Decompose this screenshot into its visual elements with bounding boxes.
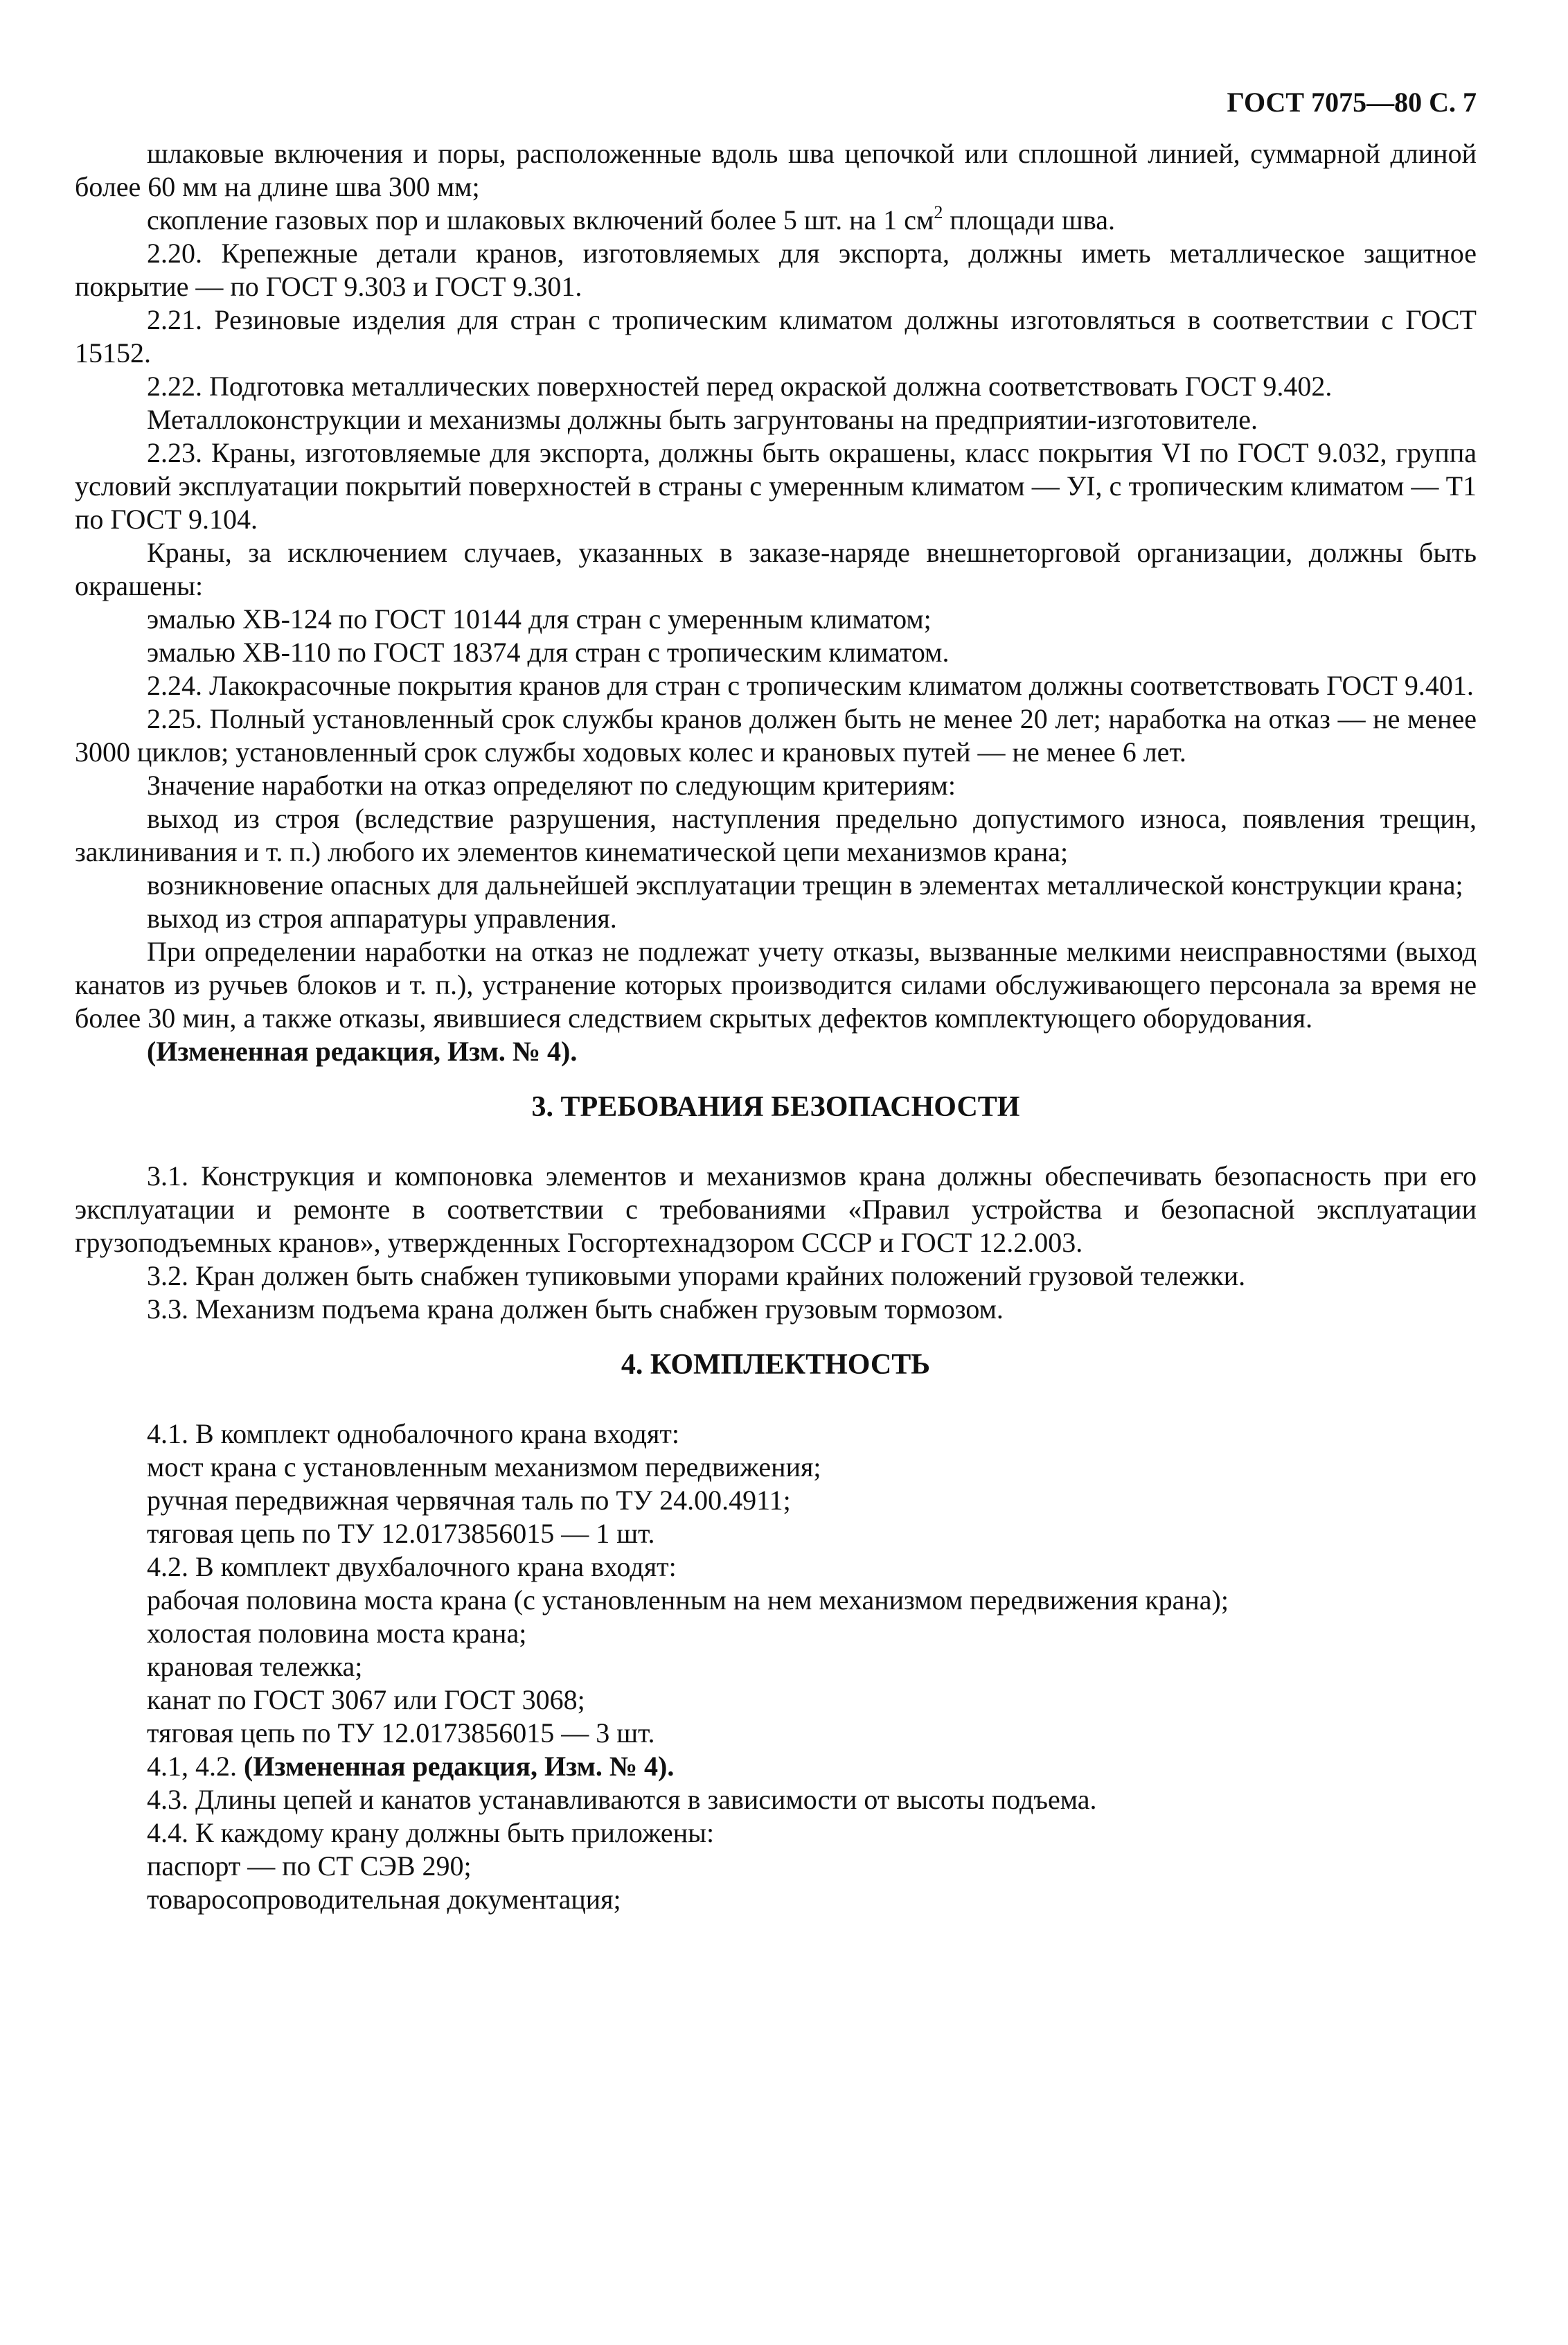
section-2-continuation [75,137,1477,1068]
amendment-ref: 4.1, 4.2. [147,1751,244,1782]
list-line: рабочая половина моста крана (с установленным на нем механизмом передвижения крана); [147,1584,1229,1616]
paragraph: 2.24. Лакокрасочные покрытия кранов для стран с тропическим климатом должны соответствовать ГОСТ 9.401. [147,670,1474,701]
list-line: товаросопроводительная документация; [147,1884,621,1915]
paragraph: эмалью ХВ-124 по ГОСТ 10144 для стран с умеренным климатом; [147,603,932,635]
paragraph: эмалью ХВ-110 по ГОСТ 18374 для стран с тропическим климатом. [147,637,950,668]
paragraph: выход из строя (вследствие разрушения, наступления предельно допустимого износа, появления трещин, заклинивания и т. п.) любого их элементов кинематической цепи механизмов крана; [75,803,1477,867]
paragraph: 2.25. Полный установленный срок службы кранов должен быть не менее 20 лет; наработка на отказ — не менее 3000 циклов; установленный срок службы ходовых колес и крановых путей — не менее 6 лет. [75,703,1477,768]
paragraph: Краны, за исключением случаев, указанных в заказе-наряде внешнеторговой организации, должны быть окрашены: [75,537,1477,601]
paragraph: 2.22. Подготовка металлических поверхностей перед окраской должна соответствовать ГОСТ 9.402. [147,371,1333,402]
paragraph: шлаковые включения и поры, расположенные вдоль шва цепочкой или сплошной линией, суммарной длиной более 60 мм на длине шва 300 мм; [75,138,1477,202]
list-line: ручная передвижная червячная таль по ТУ 24.00.4911; [147,1485,791,1516]
paragraph: 2.23. Краны, изготовляемые для экспорта, должны быть окрашены, класс покрытия VI по ГОСТ 9.032, группа условий эксплуатации покрытий поверхностей в страны с умеренным климатом — УI, с тропическим климатом — Т1 по ГОСТ 9.104. [75,437,1477,535]
amendment-note [75,1035,1477,1068]
list-line: мост крана с установленным механизмом передвижения; [147,1451,821,1483]
paragraph: 3.2. Кран должен быть снабжен тупиковыми упорами крайних положений грузовой тележки. [147,1260,1246,1291]
list-line: тяговая цепь по ТУ 12.0173856015 — 3 шт. [147,1717,655,1749]
list-line: 4.2. В комплект двухбалочного крана входят: [147,1551,677,1582]
list-line: холостая половина моста крана; [147,1618,527,1649]
page-header: ГОСТ 7075—80 С. 7 [1227,87,1477,118]
list-line: канат по ГОСТ 3067 или ГОСТ 3068; [147,1684,585,1715]
section-4-title: 4. КОМПЛЕКТНОСТЬ [621,1349,931,1381]
paragraph-text: площади шва. [943,204,1115,236]
superscript: 2 [934,202,943,222]
list-line: тяговая цепь по ТУ 12.0173856015 — 1 шт. [147,1518,655,1549]
list-line: 4.3. Длины цепей и канатов устанавливаются в зависимости от высоты подъема. [147,1784,1097,1815]
amendment-note-text: (Измененная редакция, Изм. № 4). [244,1751,675,1782]
list-line: паспорт — по СТ СЭВ 290; [147,1850,472,1882]
paragraph [75,204,1477,237]
list-line: крановая тележка; [147,1651,363,1682]
paragraph: Металлоконструкции и механизмы должны быть загрунтованы на предприятии-изготовителе. [147,404,1258,435]
amendment-note-text: (Измененная редакция, Изм. № 4). [147,1036,578,1067]
amendment-note [75,1750,1477,1783]
list-line: 4.1. В комплект однобалочного крана входят: [147,1418,679,1449]
paragraph-text: скопление газовых пор и шлаковых включений более 5 шт. на 1 см [147,204,934,236]
paragraph: 3.3. Механизм подъема крана должен быть снабжен грузовым тормозом. [147,1293,1004,1325]
paragraph: выход из строя аппаратуры управления. [147,903,617,934]
paragraph: возникновение опасных для дальнейшей эксплуатации трещин в элементах металлической конструкции крана; [147,869,1463,901]
paragraph: При определении наработки на отказ не подлежат учету отказы, вызванные мелкими неисправностями (выход канатов из ручьев блоков и т. п.), устранение которых производится силами обслуживающего персонала за время не более 30 мин, а также отказы, явившиеся следствием скрытых дефектов комплектующего оборудования. [75,936,1477,1034]
section-4-body [75,1417,1477,1916]
paragraph: 2.21. Резиновые изделия для стран с тропическим климатом должны изготовляться в соответствии с ГОСТ 15152. [75,304,1477,369]
paragraph: 2.20. Крепежные детали кранов, изготовляемых для экспорта, должны иметь металлическое защитное покрытие — по ГОСТ 9.303 и ГОСТ 9.301. [75,238,1477,302]
document-page [75,83,1477,1916]
list-line: 4.4. К каждому крану должны быть приложены: [147,1817,715,1848]
section-3-body [75,1160,1477,1326]
paragraph: 3.1. Конструкция и компоновка элементов и механизмов крана должны обеспечивать безопасность при его эксплуатации и ремонте в соответствии с требованиями «Правил устройства и безопасной эксплуатации грузоподъемных кранов», утвержденных Госгортехнадзором СССР и ГОСТ 12.2.003. [75,1160,1477,1258]
section-3-title: 3. ТРЕБОВАНИЯ БЕЗОПАСНОСТИ [531,1091,1020,1123]
paragraph: Значение наработки на отказ определяют по следующим критериям: [147,770,956,801]
